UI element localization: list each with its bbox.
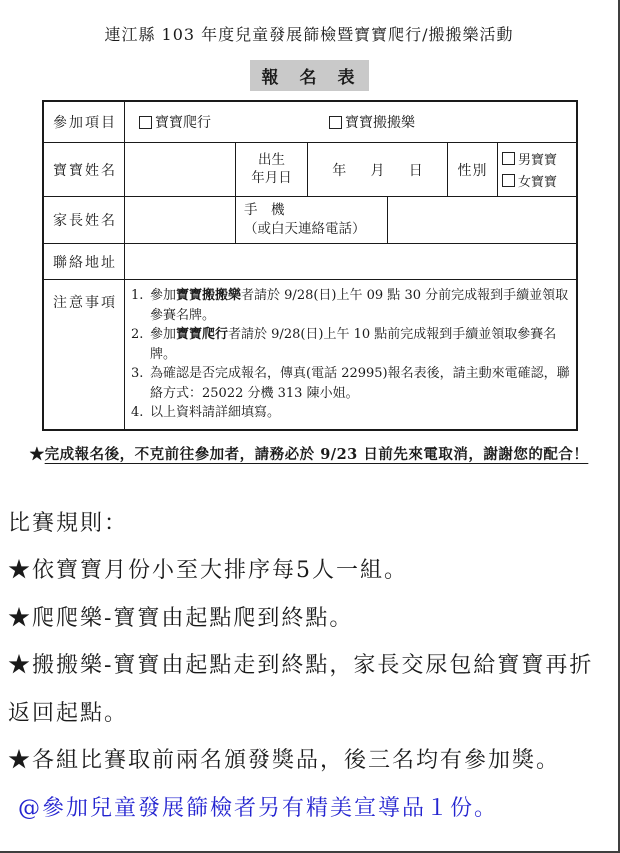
baby-name-label: 寶寶姓名 bbox=[53, 162, 117, 179]
birthdate-label-line1: 出生 bbox=[258, 151, 285, 168]
row-parent-name bbox=[44, 196, 576, 243]
date-unit-label: 月 bbox=[370, 162, 385, 179]
gender-option-label: 男寶寶 bbox=[518, 153, 558, 168]
participation-label: 參加項目 bbox=[53, 115, 117, 131]
baby-name-input-cell bbox=[124, 143, 235, 196]
note-item bbox=[131, 325, 570, 364]
note-text-segment: 參加 bbox=[150, 288, 177, 303]
parent-name-input-cell bbox=[124, 197, 235, 243]
note-text-segment: 寶寶搬搬樂 bbox=[176, 288, 242, 303]
note-text bbox=[150, 403, 570, 423]
address-label: 聯絡地址 bbox=[53, 254, 117, 271]
birthdate-units-cell bbox=[307, 143, 447, 196]
note-text-segment: 參加 bbox=[150, 327, 177, 342]
form-header-wrap bbox=[0, 60, 618, 91]
checkbox-icon bbox=[139, 116, 152, 129]
rules-heading: 比賽規則： bbox=[8, 510, 129, 536]
notes-list bbox=[124, 280, 576, 429]
rule-item: ★搬搬樂-寶寶由起點走到終點，家長交尿包給寶寶再折返回起點。 bbox=[8, 653, 594, 726]
note-text bbox=[150, 325, 570, 364]
star-icon: ★ bbox=[29, 445, 45, 463]
participation-option-label: 寶寶爬行 bbox=[155, 115, 211, 131]
row-participation bbox=[44, 102, 576, 142]
rules-list bbox=[8, 547, 612, 785]
participation-option bbox=[139, 112, 329, 132]
rules-section bbox=[8, 500, 612, 833]
note-item bbox=[131, 403, 570, 423]
note-text-segment: 以上資料請詳細填寫。 bbox=[150, 405, 281, 420]
birthdate-label-line2: 年月日 bbox=[251, 169, 292, 186]
note-number: 4. bbox=[131, 405, 144, 420]
document-title: 連江縣 103 年度兒童發展篩檢暨寶寶爬行/搬搬樂活動 bbox=[104, 25, 514, 44]
phone-label-line1: 手 機 bbox=[244, 202, 285, 219]
note-number: 1. bbox=[131, 288, 144, 303]
note-text-segment: 者請於 9/28(日)上午 10 點前完成報到手續並領取參賽名牌。 bbox=[150, 327, 557, 362]
registration-table bbox=[42, 100, 578, 431]
note-text-segment: 者請於 9/28(日)上午 09 點 30 分前完成報到手續並領取參賽名牌。 bbox=[150, 288, 569, 323]
date-unit-label: 日 bbox=[408, 162, 423, 179]
birthdate-label bbox=[235, 143, 307, 196]
phone-input-cell bbox=[387, 197, 576, 243]
gender-option-label: 女寶寶 bbox=[518, 175, 558, 190]
note-text-segment: 寶寶爬行 bbox=[176, 327, 229, 342]
phone-label-line2: （或白天連絡電話） bbox=[244, 221, 366, 237]
note-text-segment: 為確認是否完成報名，傳真(電話 22995)報名表後，請主動來電確認，聯絡方式：25022 分機 313 陳小姐。 bbox=[150, 366, 570, 401]
participation-options bbox=[124, 102, 576, 142]
phone-label bbox=[235, 197, 387, 243]
note-item bbox=[131, 286, 570, 325]
note-text bbox=[150, 286, 570, 325]
participation-option bbox=[329, 112, 415, 132]
bonus-note: @參加兒童發展篩檢者另有精美宣導品１份。 bbox=[18, 795, 499, 821]
form-header: 報 名 表 bbox=[250, 60, 369, 91]
note-text bbox=[150, 364, 570, 403]
checkbox-icon bbox=[502, 152, 515, 165]
gender-option bbox=[502, 171, 557, 190]
cancel-notice bbox=[0, 443, 618, 464]
row-baby-name bbox=[44, 142, 576, 196]
note-item bbox=[131, 364, 570, 403]
participation-option-label: 寶寶搬搬樂 bbox=[345, 115, 415, 131]
rule-item: ★依寶寶月份小至大排序每5人一組。 bbox=[8, 558, 408, 584]
address-input-cell bbox=[124, 244, 576, 279]
note-number: 2. bbox=[131, 327, 144, 342]
note-number: 3. bbox=[131, 366, 144, 381]
row-notes bbox=[44, 279, 576, 429]
gender-options bbox=[497, 143, 576, 196]
notes-label: 注意事項 bbox=[53, 295, 117, 311]
row-address bbox=[44, 243, 576, 279]
gender-label: 性別 bbox=[447, 143, 497, 196]
parent-name-label: 家長姓名 bbox=[53, 213, 117, 229]
date-unit-label: 年 bbox=[332, 162, 347, 179]
cancel-notice-text: 完成報名後，不克前往參加者，請務必於 9/23 日前先來電取消，謝謝您的配合！ bbox=[44, 445, 589, 463]
gender-option bbox=[502, 149, 620, 168]
rule-item: ★爬爬樂-寶寶由起點爬到終點。 bbox=[8, 605, 354, 631]
checkbox-icon bbox=[502, 174, 515, 187]
checkbox-icon bbox=[329, 116, 342, 129]
rule-item: ★各組比賽取前兩名頒發獎品，後三名均有參加獎。 bbox=[8, 748, 561, 774]
